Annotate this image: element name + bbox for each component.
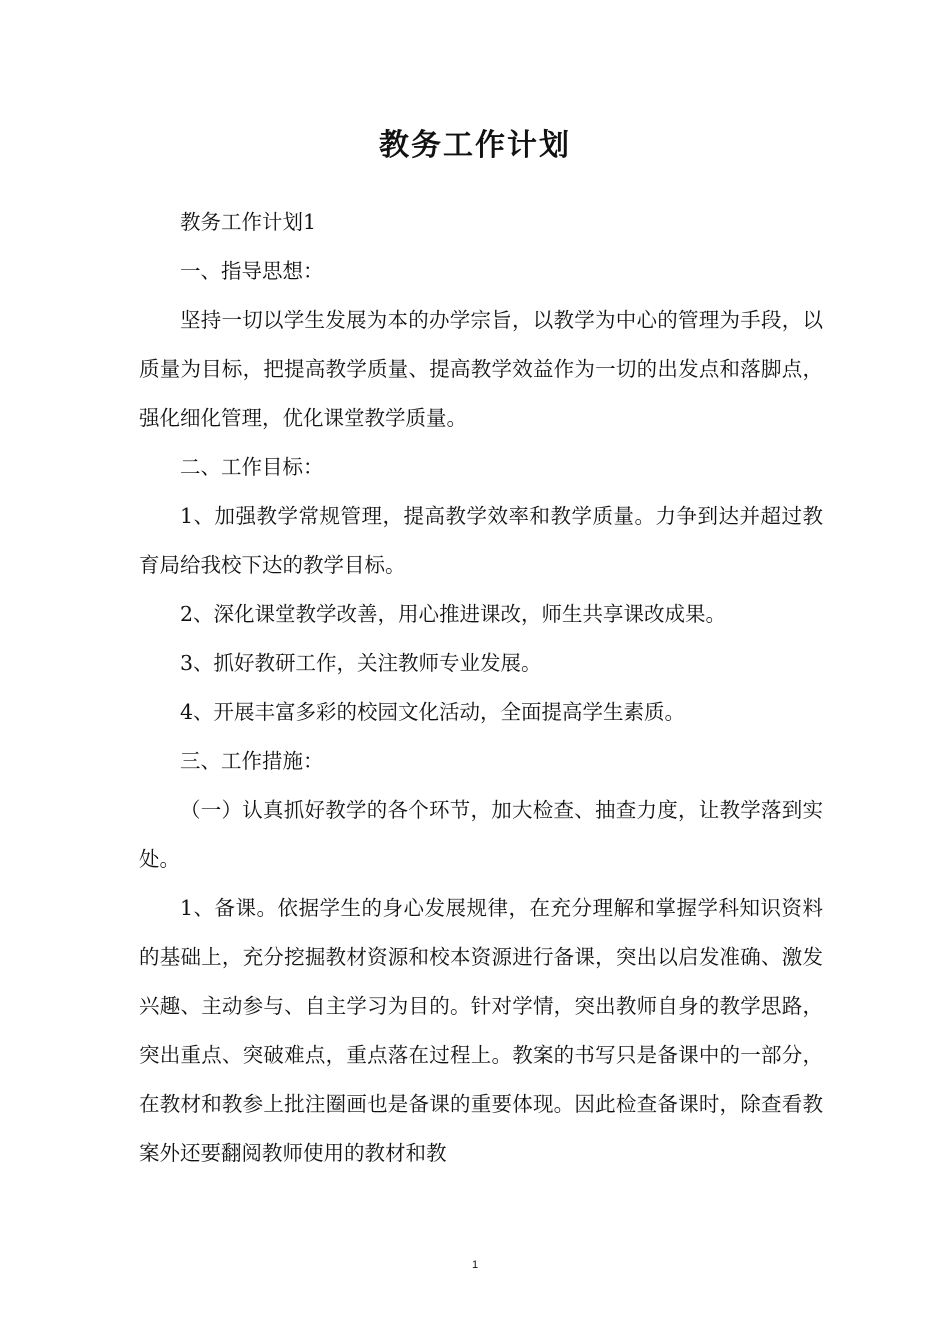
- paragraph-goal-4: 4、开展丰富多彩的校园文化活动，全面提高学生素质。: [180, 700, 686, 724]
- document-body: [139, 198, 823, 1178]
- paragraph-goal-2: 2、深化课堂教学改善，用心推进课改，师生共享课改成果。: [180, 602, 727, 626]
- paragraph-heading-work-goals: 二、工作目标：: [180, 455, 324, 479]
- paragraph-lesson-preparation: 1、备课。依据学生的身心发展规律，在充分理解和掌握学科知识资料的基础上，充分挖掘教材资源和校本资源进行备课，突出以启发准确、激发兴趣、主动参与、自主学习为目的。针对学情，突出教师自身的教学思路，突出重点、突破难点，重点落在过程上。教案的书写只是备课中的一部分，在教材和教参上批注圈画也是备课的重要体现。因此检查备课时，除查看教案外还要翻阅教师使用的教材和教: [139, 896, 823, 1165]
- paragraph-measure-section-1: （一）认真抓好教学的各个环节，加大检查、抽查力度，让教学落到实处。: [139, 798, 823, 871]
- paragraph-heading-work-measures: 三、工作措施：: [180, 749, 324, 773]
- paragraph-heading-guiding-thought: 一、指导思想：: [180, 259, 324, 283]
- paragraph-goal-1: 1、加强教学常规管理，提高教学效率和教学质量。力争到达并超过教育局给我校下达的教学目标。: [139, 504, 823, 577]
- paragraph-guiding-thought: 坚持一切以学生发展为本的办学宗旨，以教学为中心的管理为手段，以质量为目标，把提高教学质量、提高教学效益作为一切的出发点和落脚点，强化细化管理，优化课堂教学质量。: [139, 308, 823, 430]
- page-number: 1: [471, 1259, 479, 1271]
- document-title: 教务工作计划: [379, 128, 571, 163]
- paragraph-subtitle: 教务工作计划1: [180, 210, 317, 234]
- paragraph-goal-3: 3、抓好教研工作，关注教师专业发展。: [180, 651, 542, 675]
